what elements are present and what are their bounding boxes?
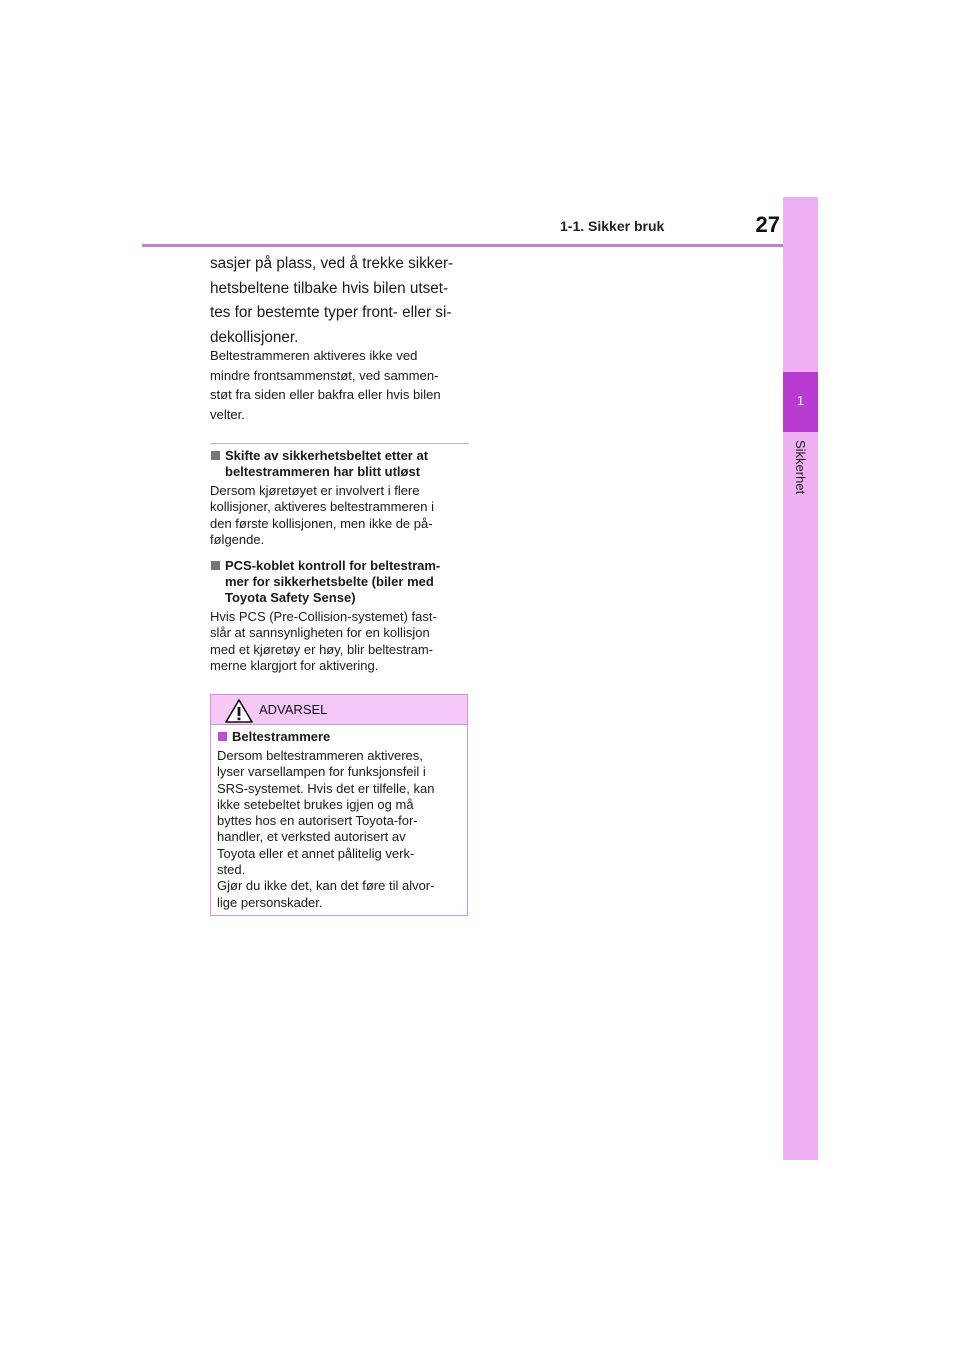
chapter-number: 1 xyxy=(796,393,805,408)
section-title: 1-1. Sikker bruk xyxy=(560,218,665,234)
chapter-label: Sikkerhet xyxy=(793,440,808,495)
text-line: støt fra siden eller bakfra eller hvis bilen xyxy=(210,387,441,403)
info-item xyxy=(210,448,470,548)
chapter-side-strip xyxy=(783,197,818,1160)
note-paragraph xyxy=(210,346,470,424)
text-line: velter. xyxy=(210,406,245,422)
text-line: mindre frontsammenstøt, ved sammen- xyxy=(210,367,439,383)
intro-paragraph xyxy=(210,252,470,350)
page-number: 27 xyxy=(755,212,780,237)
warning-triangle-icon xyxy=(225,699,253,723)
text-line: Beltestrammeren aktiveres ikke ved xyxy=(210,348,418,363)
warning-box xyxy=(210,694,468,916)
text-line: sasjer på plass, ved å trekke sikker- xyxy=(210,255,454,272)
item-body: Hvis PCS (Pre-Collision-systemet) fast- slår at sannsynligheten for en kollisjon med et kjøretøy er høy, blir beltestram- merne klargjort for aktivering. xyxy=(210,609,437,673)
text-line: hetsbeltene tilbake hvis bilen utset- xyxy=(210,279,449,297)
info-item xyxy=(210,558,470,674)
bullet-square-icon xyxy=(211,561,220,570)
bullet-square-icon xyxy=(211,451,220,460)
warning-content xyxy=(211,725,467,911)
item-body: Dersom kjøretøyet er involvert i flere kollisjoner, aktiveres beltestrammeren i den første kollisjonen, men ikke de på- følgende. xyxy=(210,483,434,547)
warning-item-heading: Beltestrammere xyxy=(217,729,461,745)
item-heading: Skifte av sikkerhetsbeltet etter at beltestrammeren har blitt utløst xyxy=(210,448,470,480)
section-divider xyxy=(210,443,469,444)
text-line: dekollisjoner. xyxy=(210,328,299,346)
warning-body: Dersom beltestrammeren aktiveres, lyser varsellampen for funksjonsfeil i SRS-systemet. Hvis det er tilfelle, kan ikke setebeltet brukes igjen og må byttes hos en autorisert Toyota-for- handler, et verksted autorisert av Toyota eller et annet pålitelig verk- sted. Gjør du ikke det, kan det føre til alvor- lige personskader. xyxy=(217,748,435,910)
warning-header xyxy=(211,695,467,725)
item-heading: PCS-koblet kontroll for beltestram- mer for sikkerhetsbelte (biler med Toyota Safety Sense) xyxy=(210,558,470,606)
text-line: tes for bestemte typer front- eller si- xyxy=(210,304,452,321)
header-divider xyxy=(142,244,783,247)
warning-title: ADVARSEL xyxy=(259,702,328,717)
bullet-square-icon xyxy=(218,732,227,741)
